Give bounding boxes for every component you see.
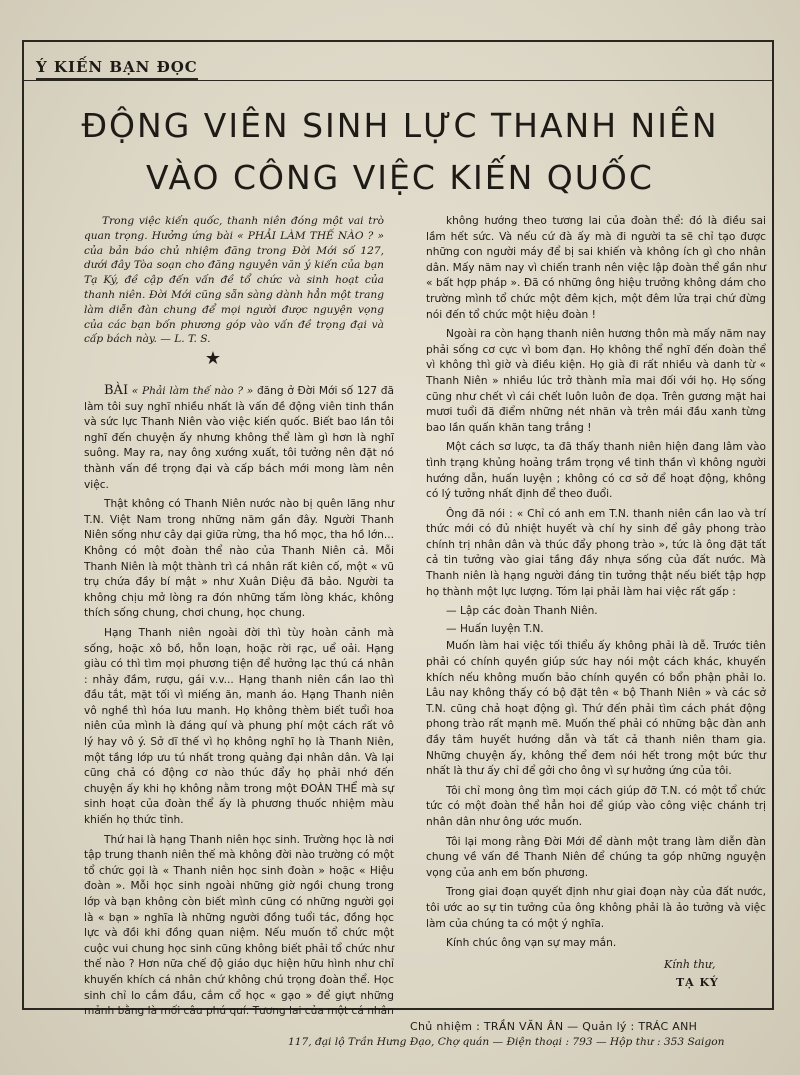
signature-name: TẠ KÝ bbox=[676, 976, 719, 989]
paragraph: không hướng theo tương lai của đoàn thể: đó là điều sai lầm hết sức. Và nếu cứ đà ấy mà đi người ta sẽ chỉ tạo được những con người máy để bị sai khiến và không ích gì cho nhân dân. Mấy năm nay vì chiến tranh nên việc lập đoàn thể gần như « bất hợp pháp ». Đã có những ông hiệu trưởng không dám cho trường mình tổ chức một đêm kịch, một đêm lửa trại chứ đừng nói đến tổ chức một hiệu đoàn ! bbox=[426, 215, 766, 321]
paragraph: Tôi lại mong rằng Đời Mới để dành một trang làm diễn đàn chung về vấn đề Thanh Niên để chúng ta góp những nguyện vọng của anh em bốn phương. bbox=[426, 835, 766, 879]
paragraph: Thật không có Thanh Niên nước nào bị quên lãng như T.N. Việt Nam trong những năm gần đây. Người Thanh Niên sống như cây dại giữa rừng, tha hồ mọc, tha hồ lớn... Không có một đoàn thể nào của Thanh Niên cả. Mỗi Thanh Niên là một thành trì cá nhân rất kiên cố, một « vũ trụ chứa đầy bí mật » như Xuân Diệu đã bảo. Người ta không chịu mở lòng ra đón những tấm lòng khác, không thích sống chung, chơi chung, học chung. bbox=[84, 498, 394, 620]
list-item: — Huấn luyện T.N. bbox=[446, 622, 544, 635]
list-item: — Lập các đoàn Thanh Niên. bbox=[446, 605, 598, 618]
headline-line-1: ĐỘNG VIÊN SINH LỰC THANH NIÊN bbox=[81, 106, 719, 145]
paragraph-text: đăng ở Đời Mới số 127 đã làm tôi suy nghĩ nhiều nhất là vấn đề động viên tinh thần và sức lực Thanh Niên vào việc kiến quốc. Biết bao lần tôi nghĩ đến chuyện ấy nhưng không thể làm gì hơn là nghĩ suông. May ra, nay ông xướng xuất, tôi tưởng nên đặt nó thành vấn đề trọng đại và cấp bách mới mong làm nên việc. bbox=[84, 385, 394, 491]
paragraph: Kính chúc ông vạn sự may mắn. bbox=[446, 937, 617, 950]
paragraph: Trong giai đoạn quyết định như giai đoạn này của đất nước, tôi ước ao sự tin tưởng của ông không phải là ảo tưởng và việc làm của chúng ta có một ý nghĩa. bbox=[426, 886, 766, 930]
article-headline bbox=[40, 100, 760, 204]
footer-credits: Chủ nhiệm : TRẦN VĂN ÂN — Quản lý : TRÁC ANH bbox=[410, 1020, 698, 1033]
paragraph: Ông đã nói : « Chỉ có anh em T.N. thanh niên cần lao và trí thức mới có đủ nhiệt huyết và chí hy sinh để gây phong trào chính trị nhân dân và thúc đẩy phong trào », tức là ông đặt tất cả tin tưởng vào giai tầng đầy nhựa sống của đất nước. Mà Thanh niên là hạng người đáng tin tưởng thật nếu biết tập hợp họ thành một lực lượng. Tóm lại phải làm hai việc rất gấp : bbox=[426, 507, 766, 598]
footer-address: 117, đại lộ Trần Hưng Đạo, Chợ quán — Điện thoại : 793 — Hộp thư : 353 Saigon bbox=[288, 1036, 725, 1048]
paragraph: Muốn làm hai việc tối thiểu ấy không phải là dễ. Trước tiên phải có chính quyền giúp sức hay nói một cách khác, khuyến khích nếu không muốn bảo chính quyền có bổn phận phải lo. Lâu nay không thấy có bộ đặt tên « bộ Thanh Niên » và các sở T.N. cũng chả hoạt động gì. Thứ đến phải tìm cách phát động phong trào rất mạnh mẽ. Muốn thế phải có những bậc đàn anh đầy tâm huyết hướng dẫn và tất cả thanh niên tham gia. Những chuyện ấy, không thể đem nói hết trong một bức thư nhất là thư ấy chỉ để gởi cho ông vì sự hưởng ứng của tôi. bbox=[426, 640, 766, 778]
paragraph: Thứ hai là hạng Thanh niên học sinh. Trường học là nơi tập trung thanh niên thế mà không đời nào trường có một tổ chức gọi là « Thanh niên học sinh đoàn » hoặc « Hiệu đoàn ». Mỗi học sinh ngoài những giờ ngồi chung trong lớp và bạn không còn biết mình cũng có những người gọi là « bạn » nghĩa là những người đồng tuổi tác, đồng học lực và đồi khi đồng quan niệm. Nếu muốn tổ chức một cuộc vui chung học sinh cũng không biết phải tổ chức như thế nào ? Hơn nữa chế độ giáo dục hiện hữu hình như chỉ khuyến khích cá nhân chứ không chú trọng đoàn thể. Học sinh chỉ lo cắm đầu, cắm cổ học « gạo » để giựt những mảnh bằng là mối câu phú quí. Tương lai của một cá nhân bbox=[84, 833, 394, 1018]
star-icon: ★ bbox=[204, 348, 222, 369]
signature-greeting: Kính thư, bbox=[664, 958, 716, 971]
editor-intro: Trong việc kiến quốc, thanh niên đóng một vai trò quan trọng. Hưởng ứng bài « PHẢI LÀM THẾ NÀO ? » của bản báo chủ nhiệm đăng trong Đời Mới số 127, dưới đây Tòa soạn cho đăng nguyên văn ý kiến của bạn Tạ Ký, đề cập đến vấn đề tổ chức và sinh hoạt của thanh niên. Đời Mới cũng sẵn sàng dành hẳn một trang làm diễn đàn chung để mọi người được nguyện vọng của các bạn bốn phương góp vào vấn đề trọng đại và cấp bách này. — L. T. S. bbox=[84, 215, 384, 346]
section-divider bbox=[22, 80, 774, 81]
paragraph: Ngoài ra còn hạng thanh niên hương thôn mà mấy năm nay phải sống cơ cực vì bom đạn. Họ không thể nghĩ đến đoàn thể vì không thì giờ và điều kiện. Họ già đi rất nhiều và danh từ « Thanh Niên » nhiều lúc trở thành mỉa mai đối với họ. Họ sống cũng như chết vì cái chết luôn luôn đe dọa. Trên gương mặt hai mươi tuổi đã điểm những nét nhăn và trên mái đầu xanh từng bao lần quấn khăn tang trắng ! bbox=[426, 328, 766, 434]
paragraph: Hạng Thanh niên ngoài đời thì tùy hoàn cảnh mà sống, hoặc xô bồ, hỗn loạn, hoặc rời rạc, uể oải. Hạng giàu có thì tìm mọi phương tiện để hưởng lạc thú cá nhân : nhảy đầm, rượu, gái v.v... Hạng thanh niên cần lao thì đầu tắt, mặt tối vì miếng ăn, manh áo. Hạng Thanh niên vô nghề thì hóa lưu manh. Họ không thèm biết tuổi hoa niên của mình là đáng quí và phung phí một cách rất vô lý hay vô ý. Sở dĩ thế vì họ không nghĩ họ là Thanh Niên, một tầng lớp ưu tú nhất trong quảng đại nhân dân. Và lại cũng chả có động cơ nào thúc đẩy họ phải nhớ đến chuyện ấy khi họ không nằm trong một ĐOÀN THỂ mà sự sinh hoạt của đoàn thể ấy là phương thuốc nhiệm màu khiến họ thức tỉnh. bbox=[84, 626, 394, 827]
paragraph bbox=[84, 383, 394, 493]
section-label: Ý KIẾN BẠN ĐỌC bbox=[36, 58, 198, 80]
referenced-title: « Phải làm thế nào ? » bbox=[131, 385, 254, 397]
lead-word: BÀI bbox=[104, 383, 129, 398]
paragraph: Một cách sơ lược, ta đã thấy thanh niên hiện đang lâm vào tình trạng khủng hoảng trầm trọng về tinh thần vì không người hướng dẫn, huấn luyện ; không có cơ sở để hoạt động, không có lý tưởng nhất định để theo đuổi. bbox=[426, 441, 766, 501]
headline-line-2: VÀO CÔNG VIỆC KIẾN QUỐC bbox=[146, 158, 654, 197]
right-column bbox=[426, 214, 766, 956]
paragraph: Tôi chỉ mong ông tìm mọi cách giúp đỡ T.N. có một tổ chức tức có một đoàn thể hẳn hoi để giúp vào công việc chánh trị nhân dân như ông ước muốn. bbox=[426, 784, 766, 828]
left-column bbox=[84, 383, 394, 1024]
